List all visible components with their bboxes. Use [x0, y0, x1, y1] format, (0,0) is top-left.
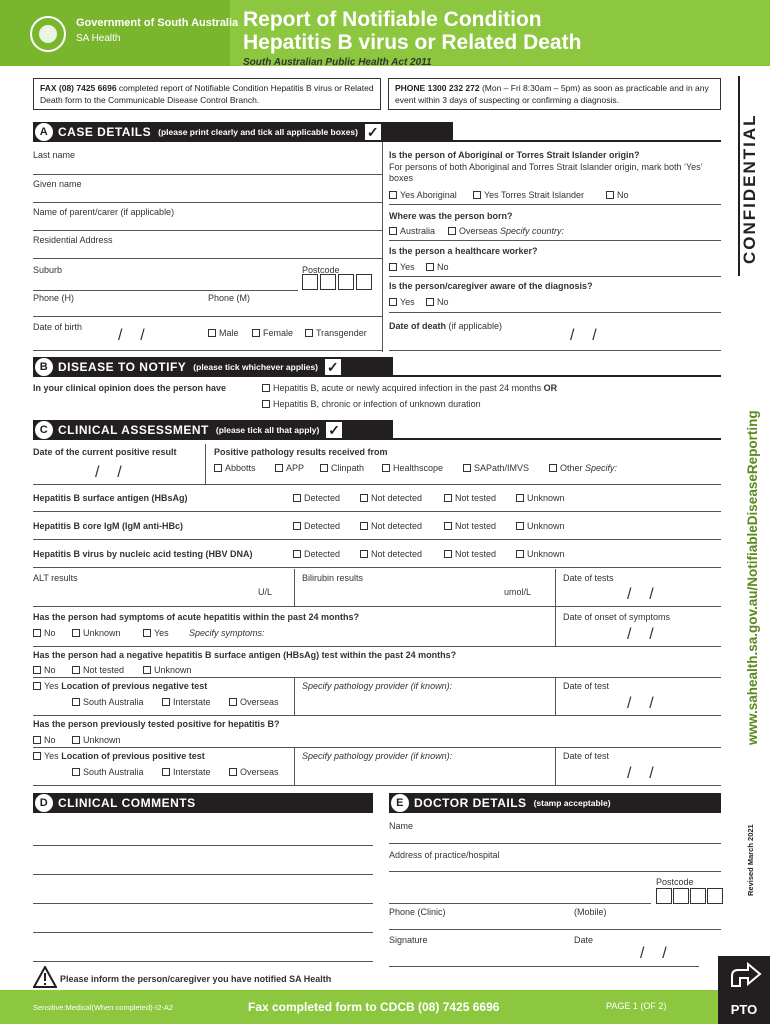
- parent-name-field[interactable]: [33, 230, 382, 231]
- section-d-letter: D: [35, 794, 53, 812]
- neg-provider-label: Specify pathology provider (if known):: [302, 681, 453, 691]
- born-question: Where was the person born?: [389, 211, 513, 221]
- alt-unit: U/L: [258, 587, 273, 597]
- prev-no[interactable]: No: [33, 735, 56, 745]
- fax-number: FAX (08) 7425 6696: [40, 83, 117, 93]
- igm-detected[interactable]: Detected: [293, 521, 340, 531]
- postcode-digit-2[interactable]: [320, 274, 336, 290]
- signature-label: Signature: [389, 935, 428, 945]
- neg-interstate[interactable]: Interstate: [162, 697, 211, 707]
- doctor-postcode-digit-4[interactable]: [707, 888, 723, 904]
- date-positive-field[interactable]: / /: [95, 464, 122, 481]
- results-rule: [33, 606, 721, 607]
- phone-field[interactable]: [389, 929, 721, 930]
- healthcare-worker-question: Is the person a healthcare worker?: [389, 246, 538, 256]
- pto-tab: [718, 956, 770, 990]
- test-hbsag-label: Hepatitis B surface antigen (HBsAg): [33, 493, 188, 503]
- sex-male-option[interactable]: Male: [208, 328, 239, 338]
- confidential-label: CONFIDENTIAL: [740, 113, 759, 264]
- prev-interstate[interactable]: Interstate: [162, 767, 211, 777]
- section-d-title: CLINICAL COMMENTS: [58, 796, 196, 810]
- section-b-letter: B: [35, 358, 53, 376]
- section-c-rule: [393, 438, 721, 440]
- section-c-instruction: (please tick all that apply): [215, 425, 320, 435]
- section-e-instruction: (stamp acceptable): [533, 798, 611, 808]
- section-a-title: CASE DETAILS: [58, 125, 152, 139]
- sensitivity-label: Sensitive:Medical(When completed)-I2-A2: [33, 1003, 174, 1012]
- date-positive-label: Date of the current positive result: [33, 447, 177, 457]
- symptoms-yes[interactable]: Yes: [143, 628, 169, 638]
- lab-other[interactable]: Other Specify:: [549, 463, 617, 473]
- neg-no[interactable]: No: [33, 665, 56, 675]
- agency-name: SA Health: [76, 33, 121, 44]
- phone-info-box: [388, 78, 721, 110]
- neg-overseas[interactable]: Overseas: [229, 697, 279, 707]
- dob-field[interactable]: / /: [118, 327, 145, 344]
- symptoms-question: Has the person had symptoms of acute hepatitis within the past 24 months?: [33, 612, 360, 622]
- igm-not-tested[interactable]: Not tested: [444, 521, 496, 531]
- last-name-label: Last name: [33, 150, 76, 160]
- sex-transgender-option[interactable]: Transgender: [305, 328, 367, 338]
- neg-provider-divider: [294, 677, 295, 715]
- lab-sapath[interactable]: SAPath/IMVS: [463, 463, 529, 473]
- suburb-label: Suburb: [33, 265, 63, 275]
- dob-label: Date of birth: [33, 322, 83, 332]
- given-name-label: Given name: [33, 179, 82, 189]
- igm-unknown[interactable]: Unknown: [516, 521, 565, 531]
- postcode-label: Postcode: [302, 265, 340, 275]
- aware-yes[interactable]: Yes: [389, 297, 415, 307]
- given-name-field[interactable]: [33, 202, 382, 203]
- alt-divider: [294, 569, 295, 607]
- neg-yes[interactable]: Yes Location of previous negative test: [33, 681, 207, 691]
- signature-field[interactable]: [389, 966, 699, 967]
- government-name: Government of South Australia: [76, 17, 239, 29]
- symptoms-rule: [33, 646, 721, 647]
- prev-overseas[interactable]: Overseas: [229, 767, 279, 777]
- address-label: Residential Address: [33, 235, 113, 245]
- disease-acute-option[interactable]: Hepatitis B, acute or newly acquired infection in the past 24 months OR: [262, 383, 557, 393]
- act-reference: South Australian Public Health Act 2011: [243, 57, 432, 68]
- aware-no[interactable]: No: [426, 297, 449, 307]
- lab-abbotts[interactable]: Abbotts: [214, 463, 256, 473]
- clinic-phone-label: Phone (Clinic): [389, 907, 446, 917]
- phone-instructions: (Mon – Fri 8:30am – 5pm) as soon as practicable and in any event within 3 days of suspecting or confirming a diagnosis.: [395, 83, 709, 105]
- disease-chronic-option[interactable]: Hepatitis B, chronic or infection of unknown duration: [262, 399, 481, 409]
- check-icon: ✓: [366, 124, 380, 140]
- test-rule-1: [33, 511, 721, 512]
- hcw-yes[interactable]: Yes: [389, 262, 415, 272]
- disease-question: In your clinical opinion does the person have: [33, 383, 227, 393]
- test-dna-label: Hepatitis B virus by nucleic acid testing (HBV DNA): [33, 549, 253, 559]
- doctor-name-field[interactable]: [389, 843, 721, 844]
- test-rule-3: [33, 567, 721, 568]
- doctor-name-label: Name: [389, 821, 414, 831]
- born-rule: [389, 240, 721, 241]
- practice-address-field[interactable]: [389, 871, 721, 872]
- neg-date-divider: [555, 677, 556, 715]
- prev-unknown[interactable]: Unknown: [72, 735, 121, 745]
- atsi-no[interactable]: No: [606, 190, 629, 200]
- alt-label: ALT results: [33, 573, 78, 583]
- form-subtitle: Hepatitis B virus or Related Death: [243, 31, 582, 54]
- doctor-date-field[interactable]: / /: [640, 945, 667, 962]
- fax-info-box: [33, 78, 381, 110]
- test-igm-label: Hepatitis B core IgM (IgM anti-HBc): [33, 521, 184, 531]
- comment-line-1[interactable]: [33, 845, 373, 846]
- mobile-label: (Mobile): [574, 907, 607, 917]
- address-field[interactable]: [33, 258, 382, 259]
- hcw-no[interactable]: No: [426, 262, 449, 272]
- dna-not-tested[interactable]: Not tested: [444, 549, 496, 559]
- atsi-yes-torres-strait[interactable]: Yes Torres Strait Islander: [473, 190, 584, 200]
- prev-provider-divider: [294, 747, 295, 785]
- doctor-postcode-label: Postcode: [656, 877, 694, 887]
- address-line-2[interactable]: [389, 903, 651, 904]
- comment-line-3[interactable]: [33, 903, 373, 904]
- phone-fields[interactable]: [33, 316, 382, 317]
- neg-bottom-rule: [33, 715, 721, 716]
- prev-rule: [33, 747, 721, 748]
- neg-date-field[interactable]: / /: [627, 695, 654, 712]
- section-d-bar: [33, 793, 373, 813]
- section-b-rule: [393, 375, 721, 377]
- prev-provider-label: Specify pathology provider (if known):: [302, 751, 453, 761]
- neg-unknown[interactable]: Unknown: [143, 665, 192, 675]
- comment-line-2[interactable]: [33, 874, 373, 875]
- lab-clinpath[interactable]: Clinpath: [320, 463, 364, 473]
- hcw-rule: [389, 276, 721, 277]
- atsi-yes-aboriginal[interactable]: Yes Aboriginal: [389, 190, 457, 200]
- date-column-divider: [555, 569, 556, 647]
- lab-app[interactable]: APP: [275, 463, 304, 473]
- onset-label: Date of onset of symptoms: [563, 612, 671, 622]
- footer-bar: [0, 990, 770, 1024]
- hbsag-not-tested[interactable]: Not tested: [444, 493, 496, 503]
- sa-government-logo: [30, 16, 66, 52]
- doctor-date-label: Date: [574, 935, 594, 945]
- section-a-rule: [453, 140, 721, 142]
- footer-fax: Fax completed form to CDCB (08) 7425 6696: [248, 1000, 500, 1014]
- section-e-title: DOCTOR DETAILS: [414, 796, 527, 810]
- reporting-url[interactable]: www.sahealth.sa.gov.au/NotifiableDiseaseReporting: [745, 410, 760, 745]
- neg-not-tested[interactable]: Not tested: [72, 665, 124, 675]
- side-divider: [738, 76, 740, 276]
- prev-date-label: Date of test: [563, 751, 610, 761]
- prev-yes[interactable]: Yes Location of previous positive test: [33, 751, 205, 761]
- dod-label: Date of death (if applicable): [389, 321, 503, 331]
- neg-sa[interactable]: South Australia: [72, 697, 144, 707]
- section-e-bar: [389, 793, 721, 813]
- section-c-letter: C: [35, 421, 53, 439]
- dod-field[interactable]: / /: [570, 327, 597, 344]
- sex-female-option[interactable]: Female: [252, 328, 293, 338]
- section-b-bar: [33, 357, 393, 377]
- doctor-postcode-digit-3[interactable]: [690, 888, 706, 904]
- negative-test-question: Has the person had a negative hepatitis B surface antigen (HBsAg) test within the past 24 months?: [33, 650, 457, 660]
- onset-field[interactable]: / /: [627, 626, 654, 643]
- section-a-letter: A: [35, 123, 53, 141]
- test-rule-2: [33, 539, 721, 540]
- hbsag-unknown[interactable]: Unknown: [516, 493, 565, 503]
- igm-not-detected[interactable]: Not detected: [360, 521, 422, 531]
- prev-date-divider: [555, 747, 556, 785]
- prev-sa[interactable]: South Australia: [72, 767, 144, 777]
- date-tests-field[interactable]: / /: [627, 586, 654, 603]
- dna-not-detected[interactable]: Not detected: [360, 549, 422, 559]
- section-b-title: DISEASE TO NOTIFY: [58, 360, 187, 374]
- section-c-bar: [33, 420, 393, 440]
- section-b-instruction: (please tick whichever applies): [193, 362, 319, 372]
- revised-date: Revised March 2021: [746, 824, 755, 896]
- neg-date-label: Date of test: [563, 681, 610, 691]
- pathology-question: Positive pathology results received from: [214, 447, 388, 457]
- prev-bottom-rule: [33, 785, 721, 786]
- inform-message: Please inform the person/caregiver you have notified SA Health: [60, 974, 332, 984]
- form-title: Report of Notifiable Condition: [243, 8, 542, 31]
- pathology-divider: [205, 444, 206, 484]
- hbsag-detected[interactable]: Detected: [293, 493, 340, 503]
- practice-address-label: Address of practice/hospital: [389, 850, 500, 860]
- bilirubin-unit: umol/L: [504, 587, 532, 597]
- bilirubin-label: Bilirubin results: [302, 573, 364, 583]
- atsi-note: For persons of both Aboriginal and Torres Strait Islander origin, mark both ‘Yes’ boxes: [389, 162, 703, 183]
- section-e-letter: E: [391, 794, 409, 812]
- born-overseas[interactable]: Overseas Specify country:: [448, 226, 564, 236]
- dna-detected[interactable]: Detected: [293, 549, 340, 559]
- last-name-field[interactable]: [33, 174, 382, 175]
- comment-line-5[interactable]: [33, 961, 373, 962]
- doctor-postcode-digit-2[interactable]: [673, 888, 689, 904]
- section-a-divider: [382, 142, 383, 352]
- warning-icon: [33, 966, 57, 988]
- aware-rule: [389, 312, 721, 313]
- pathology-rule: [33, 484, 721, 485]
- specify-symptoms-label: Specify symptoms:: [189, 628, 265, 638]
- doctor-postcode-digit-1[interactable]: [656, 888, 672, 904]
- aware-question: Is the person/caregiver aware of the diagnosis?: [389, 281, 593, 291]
- born-australia[interactable]: Australia: [389, 226, 435, 236]
- page-number: PAGE 1 (OF 2): [606, 1001, 667, 1011]
- comment-line-4[interactable]: [33, 932, 373, 933]
- lab-healthscope[interactable]: Healthscope: [382, 463, 443, 473]
- check-icon: ✓: [326, 359, 340, 375]
- prev-date-field[interactable]: / /: [627, 765, 654, 782]
- atsi-rule: [389, 204, 721, 205]
- symptoms-unknown[interactable]: Unknown: [72, 628, 121, 638]
- dod-rule: [389, 350, 721, 351]
- phone-number: PHONE 1300 232 272: [395, 83, 480, 93]
- check-icon: ✓: [328, 422, 341, 438]
- date-tests-label: Date of tests: [563, 573, 614, 583]
- postcode-digit-1[interactable]: [302, 274, 318, 290]
- section-c-title: CLINICAL ASSESSMENT: [58, 423, 209, 437]
- suburb-field[interactable]: [33, 290, 298, 291]
- previous-positive-question: Has the person previously tested positive for hepatitis B?: [33, 719, 280, 729]
- section-a-instruction: (please print clearly and tick all applicable boxes): [158, 127, 358, 137]
- symptoms-no[interactable]: No: [33, 628, 56, 638]
- dna-unknown[interactable]: Unknown: [516, 549, 565, 559]
- fax-instructions: completed report of Notifiable Condition Hepatitis B virus or Related Death form to the Communicable Disease Control Branch.: [40, 83, 374, 105]
- postcode-digit-3[interactable]: [338, 274, 354, 290]
- phone-home-label: Phone (H): [33, 293, 75, 303]
- phone-mobile-label: Phone (M): [208, 293, 251, 303]
- neg-rule: [33, 677, 721, 678]
- pto-label: PTO: [718, 990, 770, 1024]
- section-a-bar: [33, 122, 453, 142]
- parent-name-label: Name of parent/carer (if applicable): [33, 207, 175, 217]
- hbsag-not-detected[interactable]: Not detected: [360, 493, 422, 503]
- atsi-question: Is the person of Aboriginal or Torres Strait Islander origin?: [389, 150, 640, 160]
- postcode-digit-4[interactable]: [356, 274, 372, 290]
- dob-rule: [33, 350, 382, 351]
